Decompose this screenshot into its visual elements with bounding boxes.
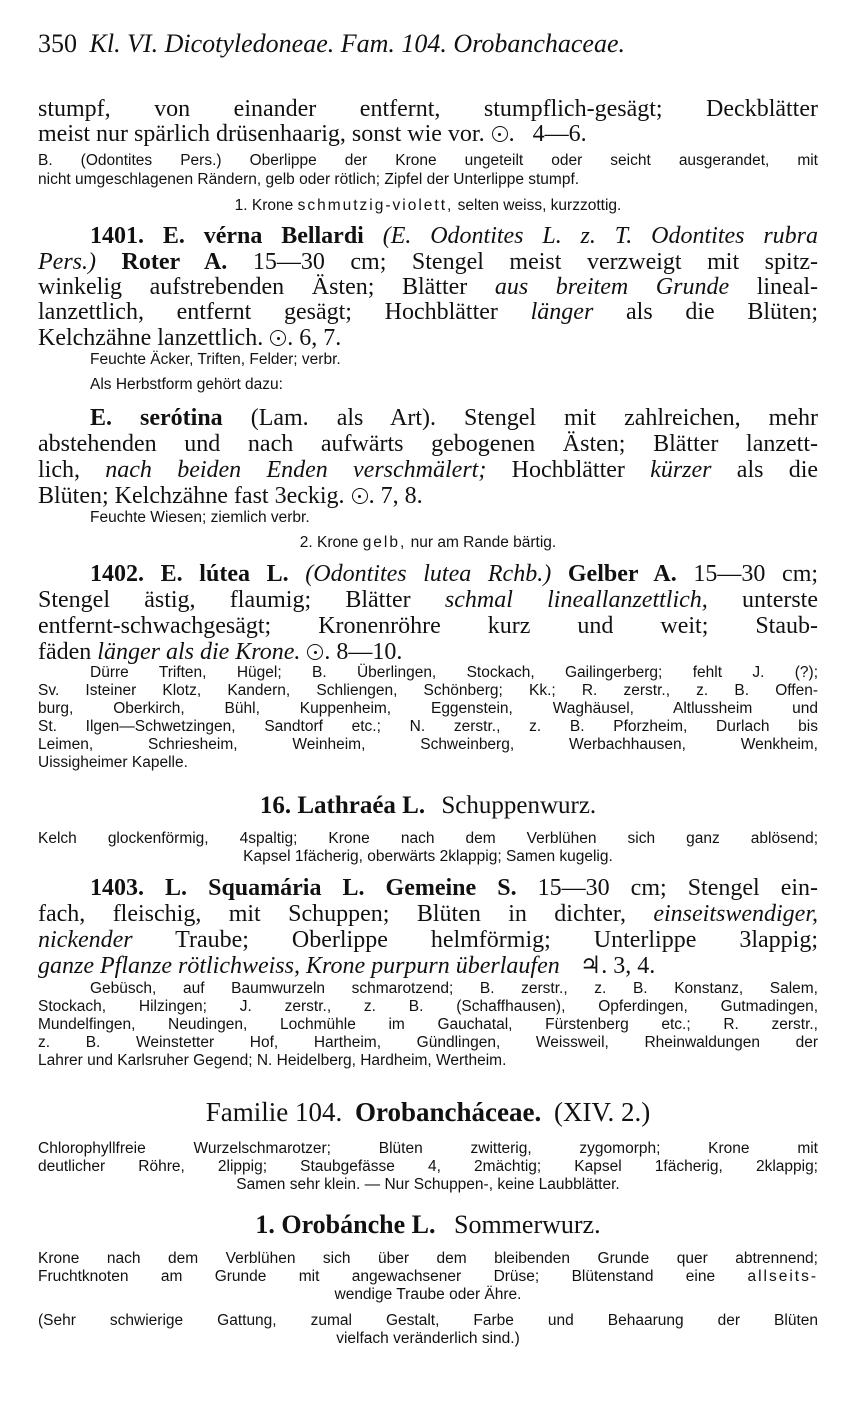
text-span: Fruchtknoten am Grunde mit angewachsener Drüse; Blütenstand eine xyxy=(38,1268,716,1285)
text-span: unterste xyxy=(742,587,819,613)
genus-description: wendige Traube oder Ähre. xyxy=(334,1286,522,1303)
common-name: Sommerwurz. xyxy=(454,1210,601,1239)
text-line xyxy=(38,586,818,614)
genus-note: vielfach veränderlich sind.) xyxy=(336,1330,520,1347)
text-span: länger xyxy=(530,299,594,325)
text-span: aus breitem Grunde xyxy=(494,274,730,300)
text-span: Stengel mit zahlreichen, mehr xyxy=(464,405,818,431)
species-1402-line xyxy=(38,560,818,588)
text-line xyxy=(38,926,818,954)
text-line: Blüten; Kelchzähne fast 3eckig. . 7, 8. xyxy=(38,483,423,509)
text-span: gelb, xyxy=(362,534,407,551)
flowering-months: 8—10. xyxy=(336,639,403,665)
genus-1-heading xyxy=(38,1210,818,1240)
text-span: Hochblätter xyxy=(511,457,625,483)
text-span: schmutzig-violett, xyxy=(297,197,454,214)
text-span: nickender xyxy=(38,927,133,953)
key-line xyxy=(38,534,818,552)
flowering-months: 4—6. xyxy=(532,121,587,147)
text-span: Stengel ästig, flaumig; Blätter xyxy=(38,587,411,613)
distribution-line: Sv. Isteiner Klotz, Kandern, Schliengen, Schönberg; Kk.; R. zerstr., z. B. Offen- xyxy=(38,682,818,699)
distribution-line: St. Ilgen—Schwetzingen, Sandtorf etc.; N. zerstr., z. B. Pforzheim, Durlach bis xyxy=(38,718,818,735)
annual-plant-icon xyxy=(492,126,508,142)
text-span: 1. Krone xyxy=(234,197,294,214)
text-line: abstehenden und nach aufwärts gebogenen Ästen; Blätter lanzett- xyxy=(38,431,818,457)
distribution-line: Leimen, Schriesheim, Weinheim, Schweinberg, Werbachhausen, Wenkheim, xyxy=(38,736,818,753)
genus-description: Kelch glockenförmig, 4spaltig; Krone nach dem Verblühen sich ganz ablösend; xyxy=(38,830,818,847)
species-number: 1403. xyxy=(90,875,144,901)
common-name: Gemeine S. xyxy=(385,875,517,901)
text-line: meist nur spärlich drüsenhaarig, sonst wie vor. . 4—6. xyxy=(38,121,587,147)
species-number: 1401. xyxy=(90,223,144,249)
genus-number: 16. xyxy=(259,792,292,819)
distribution-line: Uissigheimer Kapelle. xyxy=(38,754,188,771)
text-span: fäden xyxy=(38,639,92,665)
text-line: fäden länger als die Krone. . 8—10. xyxy=(38,639,403,665)
distribution-line: z. B. Weinstetter Hof, Hartheim, Gündlingen, Weissweil, Rheinwaldungen der xyxy=(38,1034,818,1051)
text-span: 15—30 cm; Stengel ein- xyxy=(537,875,819,901)
text-line xyxy=(38,900,818,928)
family-104-heading xyxy=(38,1096,818,1128)
text-span: Blüten; Kelchzähne fast 3eckig. xyxy=(38,483,345,509)
synonym: (E. Odontites L. z. T. Odontites rubra xyxy=(382,223,818,249)
page-number: 350 xyxy=(38,29,77,58)
genus-name: Orobánche L. xyxy=(281,1210,436,1239)
text-span: fach, fleischig, mit Schuppen; Blüten in dichter, xyxy=(38,901,626,927)
text-span: länger als die Krone. xyxy=(97,639,301,665)
running-header xyxy=(38,30,818,58)
text-span: einseitswendiger, xyxy=(653,901,818,927)
text-span: lich, xyxy=(38,457,80,483)
flowering-months: ♃. 3, 4. xyxy=(579,953,656,979)
species-1401-line xyxy=(38,222,818,250)
distribution-line: Dürre Triften, Hügel; B. Überlingen, Stockach, Gailingerberg; fehlt J. (?); xyxy=(90,664,818,681)
common-name: Roter A. xyxy=(121,249,228,275)
key-line xyxy=(38,197,818,215)
flowering-months: 7, 8. xyxy=(380,483,423,509)
species-number: 1402. xyxy=(90,561,144,587)
family-number: Familie 104. xyxy=(205,1097,343,1127)
author: (Lam. als Art). xyxy=(250,405,437,431)
species-name: E. lútea L. xyxy=(160,561,289,587)
distribution-line: Gebüsch, auf Baumwurzeln schmarotzend; B. zerstr., z. B. Konstanz, Salem, xyxy=(90,980,818,997)
text-span: Kelchzähne lanzettlich. xyxy=(38,325,264,351)
text-line xyxy=(38,248,818,276)
text-span: als die xyxy=(736,457,819,483)
text-line: Kelchzähne lanzettlich. . 6, 7. xyxy=(38,325,342,351)
genus-description: Kapsel 1fächerig, oberwärts 2klappig; Samen kugelig. xyxy=(243,848,613,865)
distribution-line: Stockach, Hilzingen; J. zerstr., z. B. (Schaffhausen), Opferdingen, Gutmadingen, xyxy=(38,998,818,1015)
text-line xyxy=(38,298,818,326)
text-span: selten weiss, kurzzottig. xyxy=(457,197,622,214)
distribution-line: Lahrer und Karlsruher Gegend; N. Heidelberg, Hardheim, Wertheim. xyxy=(38,1052,507,1069)
genus-description: Krone nach dem Verblühen sich über dem bleibenden Grunde quer abtrennend; xyxy=(38,1250,818,1267)
text-line: stumpf, von einander entfernt, stumpflich-gesägt; Deckblätter xyxy=(38,96,818,122)
common-name: Schuppenwurz. xyxy=(441,792,597,819)
habitat-line: Feuchte Äcker, Triften, Felder; verbr. xyxy=(90,351,341,368)
text-span: 2. Krone xyxy=(299,534,359,551)
family-description: deutlicher Röhre, 2lippig; Staubgefässe 4, 2mächtig; Kapsel 1fächerig, 2klappig; xyxy=(38,1158,818,1175)
text-span: ganze Pflanze rötlichweiss, Krone purpurn überlaufen xyxy=(38,953,560,979)
text-line xyxy=(38,273,818,301)
text-span: winkelig aufstrebenden Ästen; Blätter xyxy=(38,274,468,300)
annual-plant-icon xyxy=(270,330,286,346)
genus-16-heading xyxy=(38,792,818,820)
form-name: E. serótina xyxy=(90,405,223,431)
text-span: 15—30 cm; Stengel meist verzweigt mit spitz- xyxy=(252,249,819,275)
text-line: entfernt-schwachgesägt; Kronenröhre kurz und weit; Staub- xyxy=(38,613,818,639)
genus-number: 1. xyxy=(255,1210,275,1239)
form-serotina-line xyxy=(38,404,818,432)
distribution-line: burg, Oberkirch, Bühl, Kuppenheim, Eggenstein, Waghäusel, Altlussheim und xyxy=(38,700,818,717)
synonym: Pers.) xyxy=(38,249,96,275)
genus-note: (Sehr schwierige Gattung, zumal Gestalt, Farbe und Behaarung der Blüten xyxy=(38,1312,818,1329)
text-line xyxy=(38,952,818,980)
text-span: nach beiden Enden verschmälert; xyxy=(105,457,487,483)
synonym: (Odontites lutea Rchb.) xyxy=(305,561,552,587)
species-1403-line xyxy=(38,874,818,902)
running-title: Kl. VI. Dicotyledoneae. Fam. 104. Orobanchaceae. xyxy=(89,29,626,58)
text-line xyxy=(38,456,818,484)
annual-plant-icon xyxy=(307,644,323,660)
species-name: L. Squamária L. xyxy=(165,875,365,901)
text-span: allseits- xyxy=(747,1268,818,1285)
common-name: Gelber A. xyxy=(567,561,677,587)
family-description: Chlorophyllfreie Wurzelschmarotzer; Blüten zwitterig, zygomorph; Krone mit xyxy=(38,1140,818,1157)
text-line: B. (Odontites Pers.) Oberlippe der Krone ungeteilt oder seicht ausgerandet, mit xyxy=(38,152,818,169)
family-description: Samen sehr klein. — Nur Schuppen-, keine Laubblätter. xyxy=(236,1176,620,1193)
species-name: E. vérna Bellardi xyxy=(162,223,364,249)
text-span: Traube; Oberlippe helmförmig; Unterlippe 3lappig; xyxy=(175,927,818,953)
text-span: lineal- xyxy=(756,274,819,300)
note-line: Als Herbstform gehört dazu: xyxy=(90,376,283,393)
genus-description xyxy=(38,1268,818,1286)
family-name: Orobancháceae. xyxy=(355,1097,542,1127)
text-span: schmal lineallanzettlich, xyxy=(444,587,708,613)
text-span: lanzettlich, entfernt gesägt; Hochblätter xyxy=(38,299,498,325)
annual-plant-icon xyxy=(352,488,368,504)
text-span: meist nur spärlich drüsenhaarig, sonst wie vor. xyxy=(38,121,485,147)
text-span: nur am Rande bärtig. xyxy=(410,534,557,551)
habitat-line: Feuchte Wiesen; ziemlich verbr. xyxy=(90,509,310,526)
flowering-months: 6, 7. xyxy=(299,325,342,351)
distribution-line: Mundelfingen, Neudingen, Lochmühle im Gauchatal, Fürstenberg etc.; R. zerstr., xyxy=(38,1016,818,1033)
genus-name: Lathraéa L. xyxy=(297,792,426,819)
text-line: nicht umgeschlagenen Rändern, gelb oder rötlich; Zipfel der Unterlippe stumpf. xyxy=(38,171,580,188)
text-span: kürzer xyxy=(650,457,712,483)
text-span: 15—30 cm; xyxy=(693,561,819,587)
linnaean-class: (XIV. 2.) xyxy=(553,1097,651,1127)
text-span: als die Blüten; xyxy=(626,299,819,325)
